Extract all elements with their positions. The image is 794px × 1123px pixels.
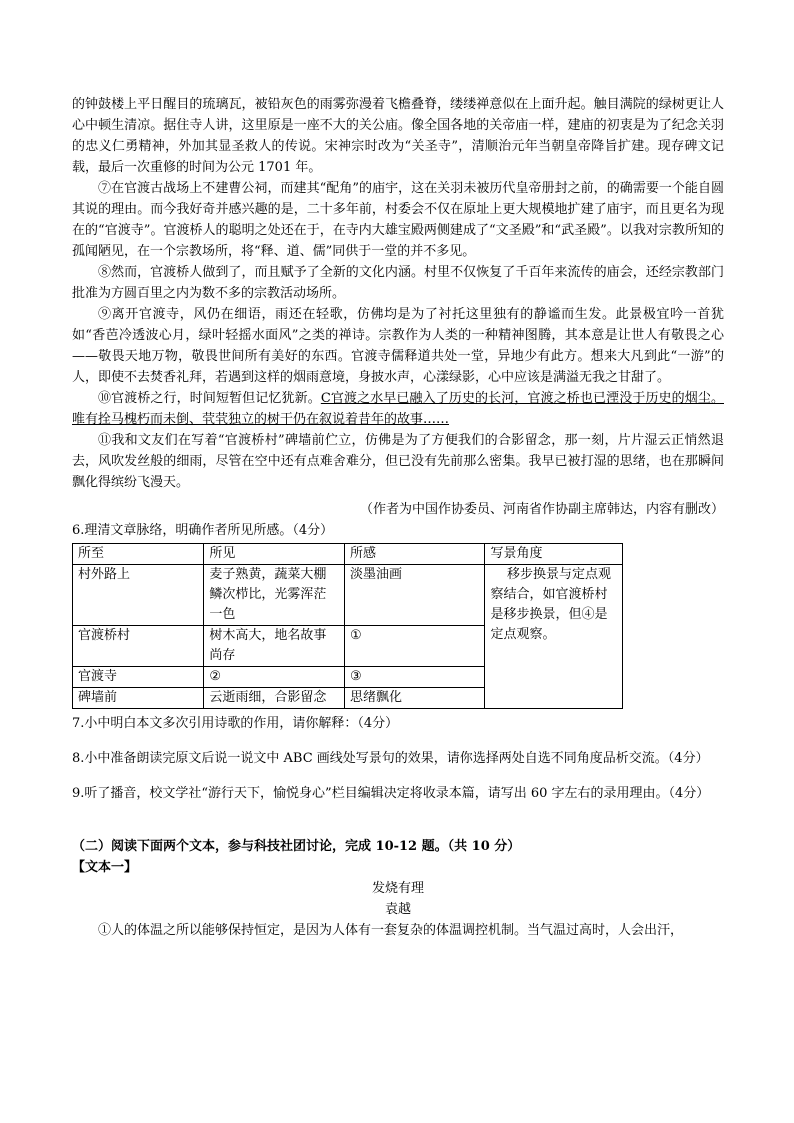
table-cell: ① — [344, 626, 485, 667]
paragraph-10-lead: ⑩官渡桥之行，时间短暂但记忆犹新。 — [98, 391, 321, 406]
text-1-label: 【文本一】 — [72, 860, 138, 875]
table-cell: 村外路上 — [73, 565, 204, 626]
answer-space — [72, 734, 724, 748]
underlined-sentence-c: C官渡之水早已融入了历史的长河，官渡之桥也已湮没于历史的烟尘。唯有拴马槐朽而未倒、茕茕独立的树干仍在叙说着昔年的故事…… — [72, 391, 724, 427]
article-paragraph-1: ①人的体温之所以能够保持恒定，是因为人体有一套复杂的体温调控机制。当气温过高时，人会出汗， — [98, 923, 684, 938]
paragraph-7: ⑦在官渡古战场上不建曹公祠，而建其“配角”的庙宇，这在关羽未被历代皇帝册封之前，的确需要一个能自圆其说的理由。而今我好奇并感兴趣的是，二十多年前，村委会不仅在原址上更大规模地扩建了庙宇，而且更名为现在的“官渡寺”。官渡桥人的聪明之处还在于，在寺内大雄宝殿两侧建成了“文圣殿”和“武圣殿”。以我对宗教所知的孤闻陋见，在一个宗教场所，将“释、道、儒”同供于一堂的并不多见。 — [72, 181, 724, 259]
paragraph-6-continued: 的钟鼓楼上平日醒目的琉璃瓦，被铅灰色的雨雾弥漫着飞檐叠脊，缕缕禅意似在上面升起。触目满院的绿树更让人心中顿生清凉。据住寺人讲，这里原是一座不大的关公庙。像全国各地的关帝庙一样，建庙的初衷是为了纪念关羽的忠义仁勇精神，外加其显圣救人的传说。宋神宗时改为“关圣寺”，清顺治元年当朝皇帝降旨扩建。现存碑文记载，最后一次重修的时间为公元 1701 年。 — [72, 97, 724, 175]
table-cell: ② — [204, 667, 345, 688]
table-cell: 碑墙前 — [73, 688, 204, 709]
table-cell: 树木高大，地名故事尚存 — [204, 626, 345, 667]
question-8: 8.小中准备朗读完原文后说一说文中 ABC 画线处写景句的效果，请你选择两处自选不同角度品析交流。（4分） — [72, 751, 709, 766]
paragraph-11: ⑪我和文友们在写着“官渡桥村”碑墙前伫立，仿佛是为了方便我们的合影留念，那一刻，片片湿云正悄然退去，风吹发丝般的细雨，尽管在空中还有点难舍难分，但已没有先前那么密集。我早已被打湿的思绪，也在那瞬间飘化得缤纷飞漫天。 — [72, 433, 724, 490]
table-cell: 思绪飘化 — [344, 688, 485, 709]
table-header-row — [73, 544, 623, 565]
table-cell: 云逝雨细，合影留念 — [204, 688, 345, 709]
table-cell: 官渡寺 — [73, 667, 204, 688]
table-row — [73, 565, 623, 626]
paragraph-8: ⑧然而，官渡桥人做到了，而且赋予了全新的文化内涵。村里不仅恢复了千百年来流传的庙会，还经宗教部门批准为方圆百里之内为数不多的宗教活动场所。 — [72, 265, 724, 301]
table-cell: 麦子熟黄，蔬菜大棚鳞次栉比，光雾浑茫一色 — [204, 565, 345, 626]
question-9: 9.听了播音，校文学社“游行天下，愉悦身心”栏目编辑决定将收录本篇，请写出 60 字左右的录用理由。（4分） — [72, 786, 710, 801]
document-page — [72, 94, 724, 941]
question-6: 6.理清文章脉络，明确作者所见所感。（4分） — [72, 523, 334, 538]
table-header-cell: 所感 — [344, 544, 485, 565]
table-header-cell: 写景角度 — [485, 544, 623, 565]
table-header-cell: 所见 — [204, 544, 345, 565]
article-author: 袁越 — [384, 902, 411, 917]
table-cell: 官渡桥村 — [73, 626, 204, 667]
table-cell: ③ — [344, 667, 485, 688]
table-cell-angle: 移步换景与定点观察结合，如官渡桥村是移步换景，但④是定点观察。 — [485, 565, 623, 709]
section-2-heading: （二）阅读下面两个文本，参与科技社团讨论，完成 10-12 题。（共 10 分） — [72, 839, 521, 854]
table-cell: 淡墨油画 — [344, 565, 485, 626]
answer-space — [72, 769, 724, 783]
author-note: （作者为中国作协委员、河南省作协副主席韩达，内容有删改） — [359, 502, 724, 517]
answer-space — [72, 804, 724, 822]
article-title: 发烧有理 — [371, 881, 424, 896]
paragraph-10 — [72, 388, 724, 430]
table-header-cell: 所至 — [73, 544, 204, 565]
question-7: 7.小中明白本文多次引用诗歌的作用，请你解释：（4分） — [72, 716, 399, 731]
answer-table — [72, 543, 623, 709]
paragraph-9: ⑨离开官渡寺，风仍在细语，雨还在轻歌，仿佛均是为了衬托这里独有的静谧而生发。此景极宜吟一首犹如“香芭冷透波心月，绿叶轻摇水面风”之类的禅诗。宗教作为人类的一种精神图腾，其本意是让世人有敬畏之心——敬畏天地万物，敬畏世间所有美好的东西。官渡寺儒释道共处一堂，异地少有此方。想来大凡到此“一游”的人，即使不去焚香礼拜，若遇到这样的烟雨意境，身披水声，心漾绿影，心中应该是满溢无我之甘甜了。 — [72, 307, 724, 385]
